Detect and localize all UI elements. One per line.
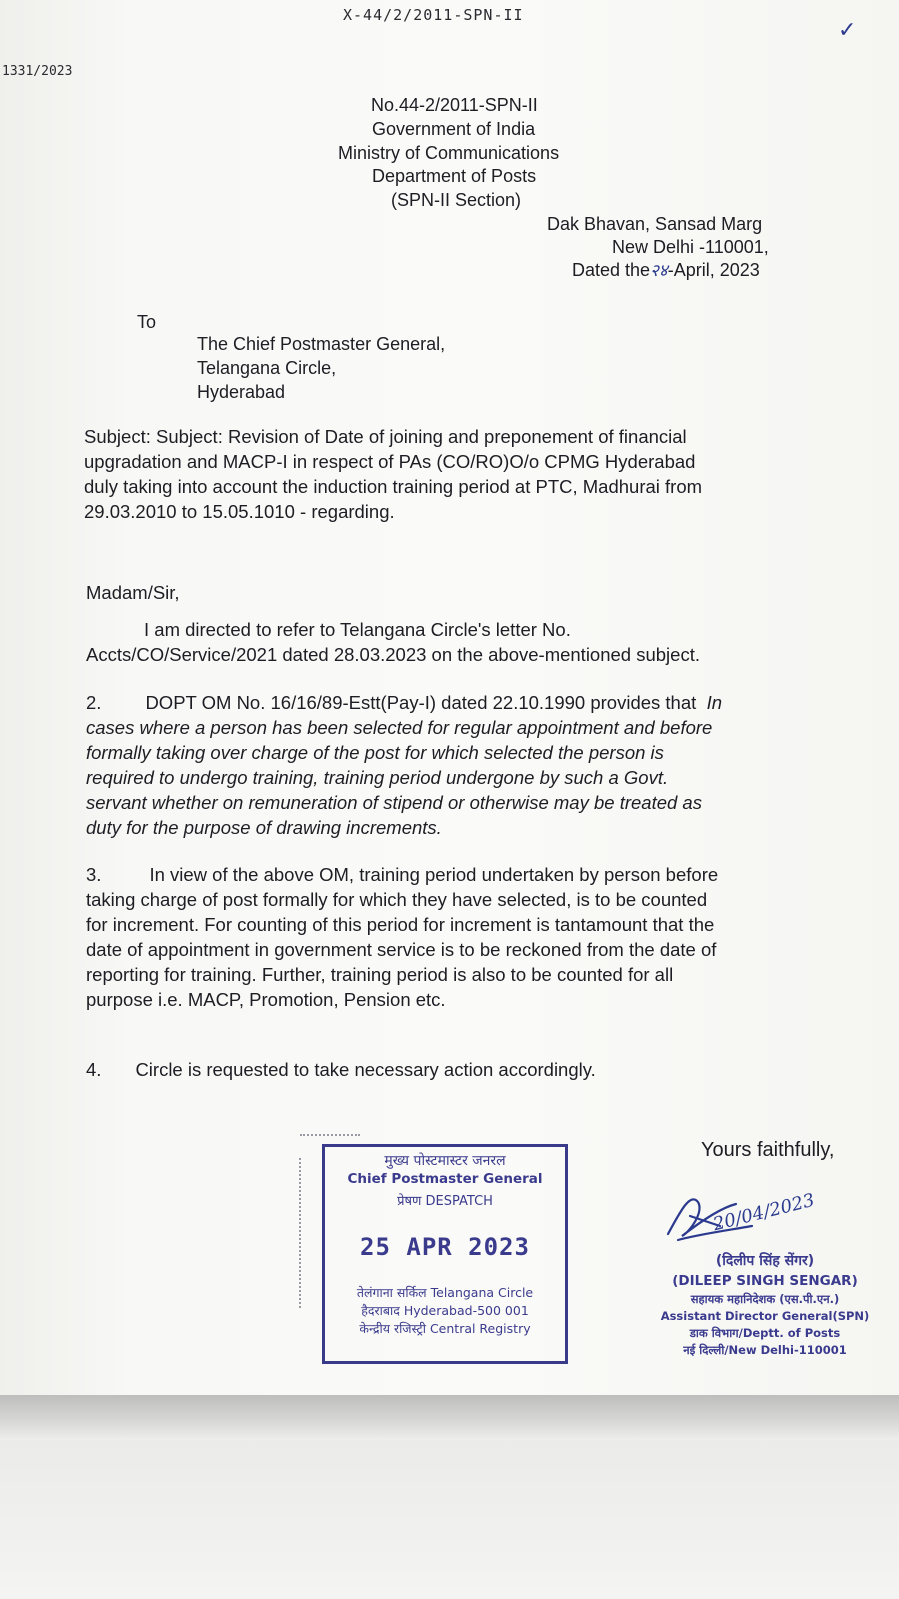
stamp-english-title: Chief Postmaster General [347, 1171, 543, 1187]
dated-day-handwritten: २४ [650, 261, 668, 281]
subject-block [84, 424, 802, 524]
paragraph-1 [86, 617, 802, 667]
paragraph-lead: DOPT OM No. 16/16/89-Estt(Pay-I) dated 22.10.1990 provides that [145, 692, 697, 713]
salutation: Madam/Sir, [86, 582, 180, 603]
paragraph-2 [86, 690, 812, 840]
paragraph-line: reporting for training. Further, training period is also to be counted for all [86, 964, 674, 985]
paragraph-line: formally taking over charge of the post for which selected the person is [86, 742, 664, 763]
paragraph-line: duty for the purpose of drawing increments. [86, 817, 442, 838]
paragraph-line: for increment. For counting of this period for increment is tantamount that the [86, 914, 715, 935]
section: (SPN-II Section) [391, 190, 522, 210]
paragraph-line: Accts/CO/Service/2021 dated 28.03.2023 on the above-mentioned subject. [86, 644, 700, 665]
side-number: 1331/2023 [2, 64, 73, 79]
signatory-city: नई दिल्ली/New Delhi-110001 [683, 1343, 847, 1357]
stamp-hindi-title: मुख्य पोस्टमास्टर जनरल [384, 1153, 506, 1169]
paragraph-line: date of appointment in government service is to be reckoned from the date of [86, 939, 717, 960]
paragraph-number: 3. [86, 864, 102, 885]
signatory-designation-english: Assistant Director General(SPN) [660, 1309, 870, 1323]
page-edge-shadow [0, 1395, 899, 1440]
subject-line: Subject: Subject: Revision of Date of joining and preponement of financial [84, 426, 687, 447]
paragraph-first-line [86, 862, 820, 887]
paragraph-italic: In [706, 692, 722, 713]
recipient-line-3: Hyderabad [197, 382, 286, 402]
subject-line: upgradation and MACP-I in respect of PAs (CO/RO)O/o CPMG Hyderabad [84, 451, 696, 472]
department: Department of Posts [372, 166, 537, 186]
paragraph-line: Circle is requested to take necessary action accordingly. [135, 1059, 596, 1080]
subject-line: duly taking into account the induction training period at PTC, Madhurai from [84, 476, 703, 497]
tick-mark: ✓ [838, 18, 857, 43]
paragraph-4 [86, 1057, 596, 1082]
paragraph-line: cases where a person has been selected for regular appointment and before [86, 717, 713, 738]
stamp-registry: केन्द्रीय रजिस्ट्री Central Registry [359, 1321, 531, 1336]
stamp-despatch: प्रेषण DESPATCH [397, 1194, 493, 1209]
paragraph-line: required to undergo training, training period undergone by such a Govt. [86, 767, 669, 788]
address-line-2: New Delhi -110001, [612, 237, 769, 257]
signature-date-handwritten: 20/04/2023 [711, 1189, 817, 1236]
paragraph-first-line [86, 690, 812, 715]
signatory-name-english: (DILEEP SINGH SENGAR) [672, 1273, 858, 1289]
recipient-line-2: Telangana Circle, [197, 358, 337, 378]
recipient-line-1: The Chief Postmaster General, [197, 334, 446, 354]
closing: Yours faithfully, [701, 1139, 835, 1161]
subject-line: 29.03.2010 to 15.05.1010 - regarding. [84, 501, 395, 522]
paragraph-line: servant whether on remuneration of stipend or otherwise may be treated as [86, 792, 702, 813]
signatory-designation-hindi: सहायक महानिदेशक (एस.पी.एन.) [690, 1292, 840, 1306]
background-surface [0, 1440, 899, 1599]
to-label: To [137, 312, 157, 332]
letter-number: No.44-2/2011-SPN-II [371, 95, 538, 115]
dated-prefix: Dated the [572, 260, 651, 280]
file-reference: X-44/2/2011-SPN-II [343, 6, 524, 24]
government: Government of India [372, 119, 536, 139]
ministry: Ministry of Communications [338, 143, 560, 163]
signatory-name-hindi: (दिलीप सिंह सेंगर) [715, 1253, 815, 1269]
address-line-1: Dak Bhavan, Sansad Marg [547, 214, 763, 234]
stamp-date: 25 APR 2023 [360, 1233, 530, 1261]
scan-artifact [299, 1158, 304, 1308]
dated-line [572, 258, 760, 283]
paragraph-line: I am directed to refer to Telangana Circle's letter No. [144, 619, 571, 640]
signatory-block [655, 1251, 875, 1359]
paragraph-line: taking charge of post formally for which they have selected, is to be counted [86, 889, 708, 910]
scan-artifact [300, 1134, 360, 1136]
paragraph-3 [86, 862, 820, 1012]
stamp-city: हैदराबाद Hyderabad-500 001 [361, 1303, 529, 1318]
paragraph-number: 4. [86, 1059, 102, 1080]
paragraph-number: 2. [86, 692, 102, 713]
signatory-department: डाक विभाग/Deptt. of Posts [689, 1326, 841, 1340]
despatch-stamp [322, 1144, 568, 1364]
dated-suffix: -April, 2023 [667, 260, 760, 280]
paragraph-line: In view of the above OM, training period undertaken by person before [149, 864, 719, 885]
paragraph-line: purpose i.e. MACP, Promotion, Pension etc. [86, 989, 446, 1010]
stamp-circle: तेलंगाना सर्किल Telangana Circle [356, 1285, 534, 1300]
